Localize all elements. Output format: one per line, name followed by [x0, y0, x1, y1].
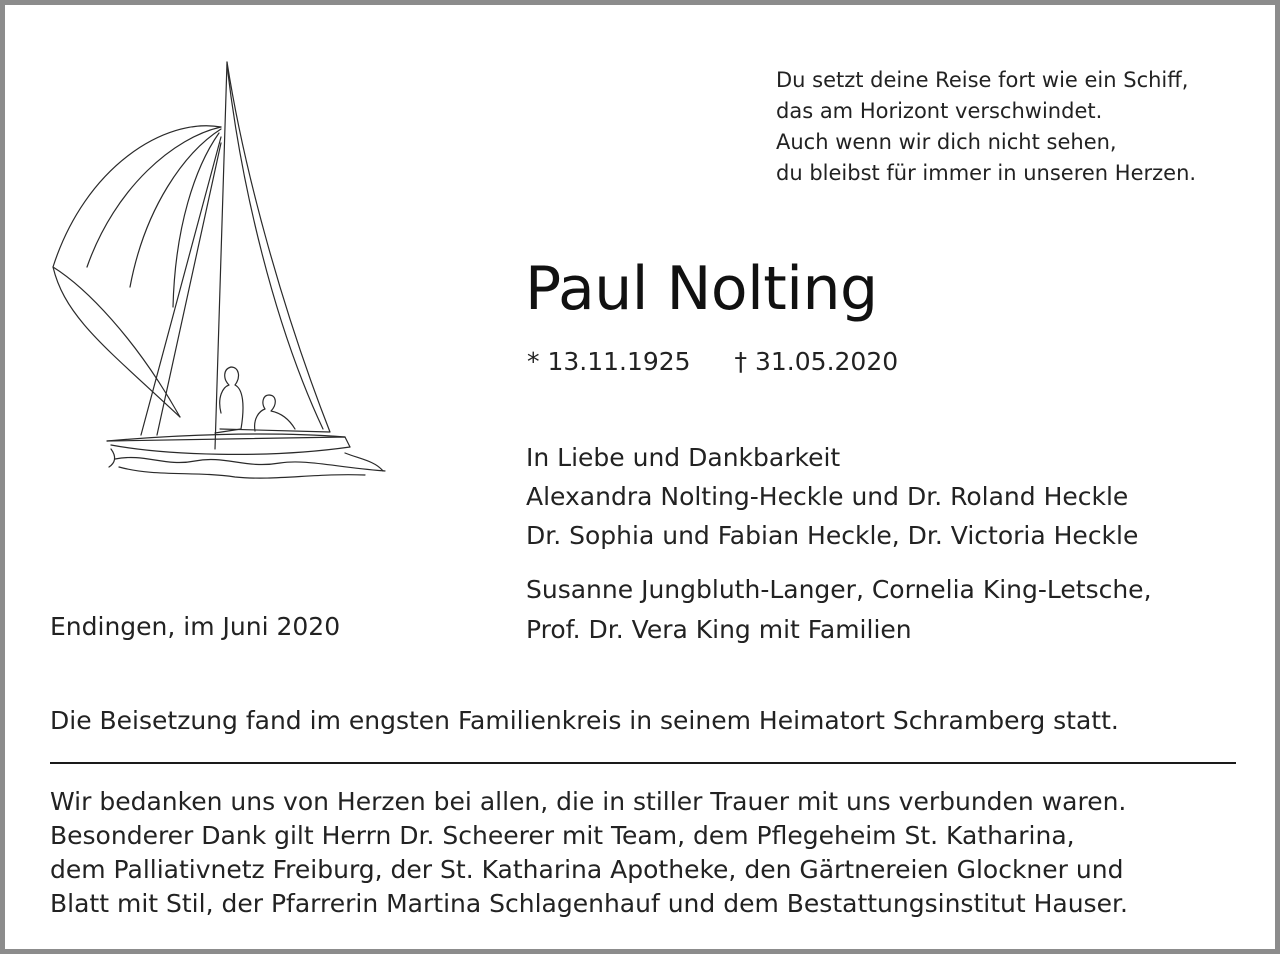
poem-line: das am Horizont verschwindet.	[776, 99, 1103, 123]
crew-figure-1	[215, 367, 243, 433]
poem-line: Auch wenn wir dich nicht sehen,	[776, 130, 1117, 154]
extended-mourners-list	[526, 570, 1152, 650]
mast-line	[215, 62, 227, 449]
birth-date: * 13.11.1925	[527, 347, 691, 376]
wave-line	[109, 449, 115, 467]
jib-line-2	[157, 143, 221, 435]
divider-line	[50, 762, 1236, 764]
wave-line	[119, 467, 365, 478]
wave-line	[115, 457, 385, 471]
spinnaker-line-3	[173, 133, 219, 307]
spinnaker-line-1	[87, 127, 221, 267]
thanks-paragraph	[50, 785, 1128, 921]
mourners-line: Dr. Sophia und Fabian Heckle, Dr. Victoria Heckle	[526, 521, 1139, 550]
mourners-line: Prof. Dr. Vera King mit Familien	[526, 615, 912, 644]
mourners-line: In Liebe und Dankbarkeit	[526, 443, 841, 472]
mourners-list	[526, 438, 1138, 555]
thanks-line: Besonderer Dank gilt Herrn Dr. Scheerer mit Team, dem Pflegeheim St. Katharina,	[50, 821, 1075, 850]
spinnaker-outline	[53, 126, 221, 417]
mourners-line: Alexandra Nolting-Heckle und Dr. Roland Heckle	[526, 482, 1129, 511]
deceased-name: Paul Nolting	[525, 254, 878, 324]
life-dates	[527, 345, 898, 379]
sailboat-icon	[45, 57, 395, 487]
thanks-line: Wir bedanken uns von Herzen bei allen, die in stiller Trauer mit uns verbunden waren.	[50, 787, 1127, 816]
poem-line: Du setzt deine Reise fort wie ein Schiff,	[776, 68, 1189, 92]
spinnaker-line-4	[53, 267, 180, 417]
thanks-line: Blatt mit Stil, der Pfarrerin Martina Schlagenhauf und dem Bestattungsinstitut Hauser.	[50, 889, 1128, 918]
death-date: † 31.05.2020	[734, 347, 899, 376]
hull-bottom	[111, 445, 350, 454]
crew-figure-2	[255, 395, 295, 431]
memorial-poem	[776, 65, 1256, 189]
burial-note: Die Beisetzung fand im engsten Familienkreis in seinem Heimatort Schramberg statt.	[50, 706, 1119, 735]
wave-line	[345, 453, 383, 471]
place-and-date: Endingen, im Juni 2020	[50, 612, 341, 641]
mourners-line: Susanne Jungbluth-Langer, Cornelia King-Letsche,	[526, 575, 1152, 604]
poem-line: du bleibst für immer in unseren Herzen.	[776, 161, 1197, 185]
jib-line	[141, 137, 221, 435]
mainsail-outline	[220, 62, 330, 432]
thanks-line: dem Palliativnetz Freiburg, der St. Katharina Apotheke, den Gärtnereien Glockner und	[50, 855, 1124, 884]
